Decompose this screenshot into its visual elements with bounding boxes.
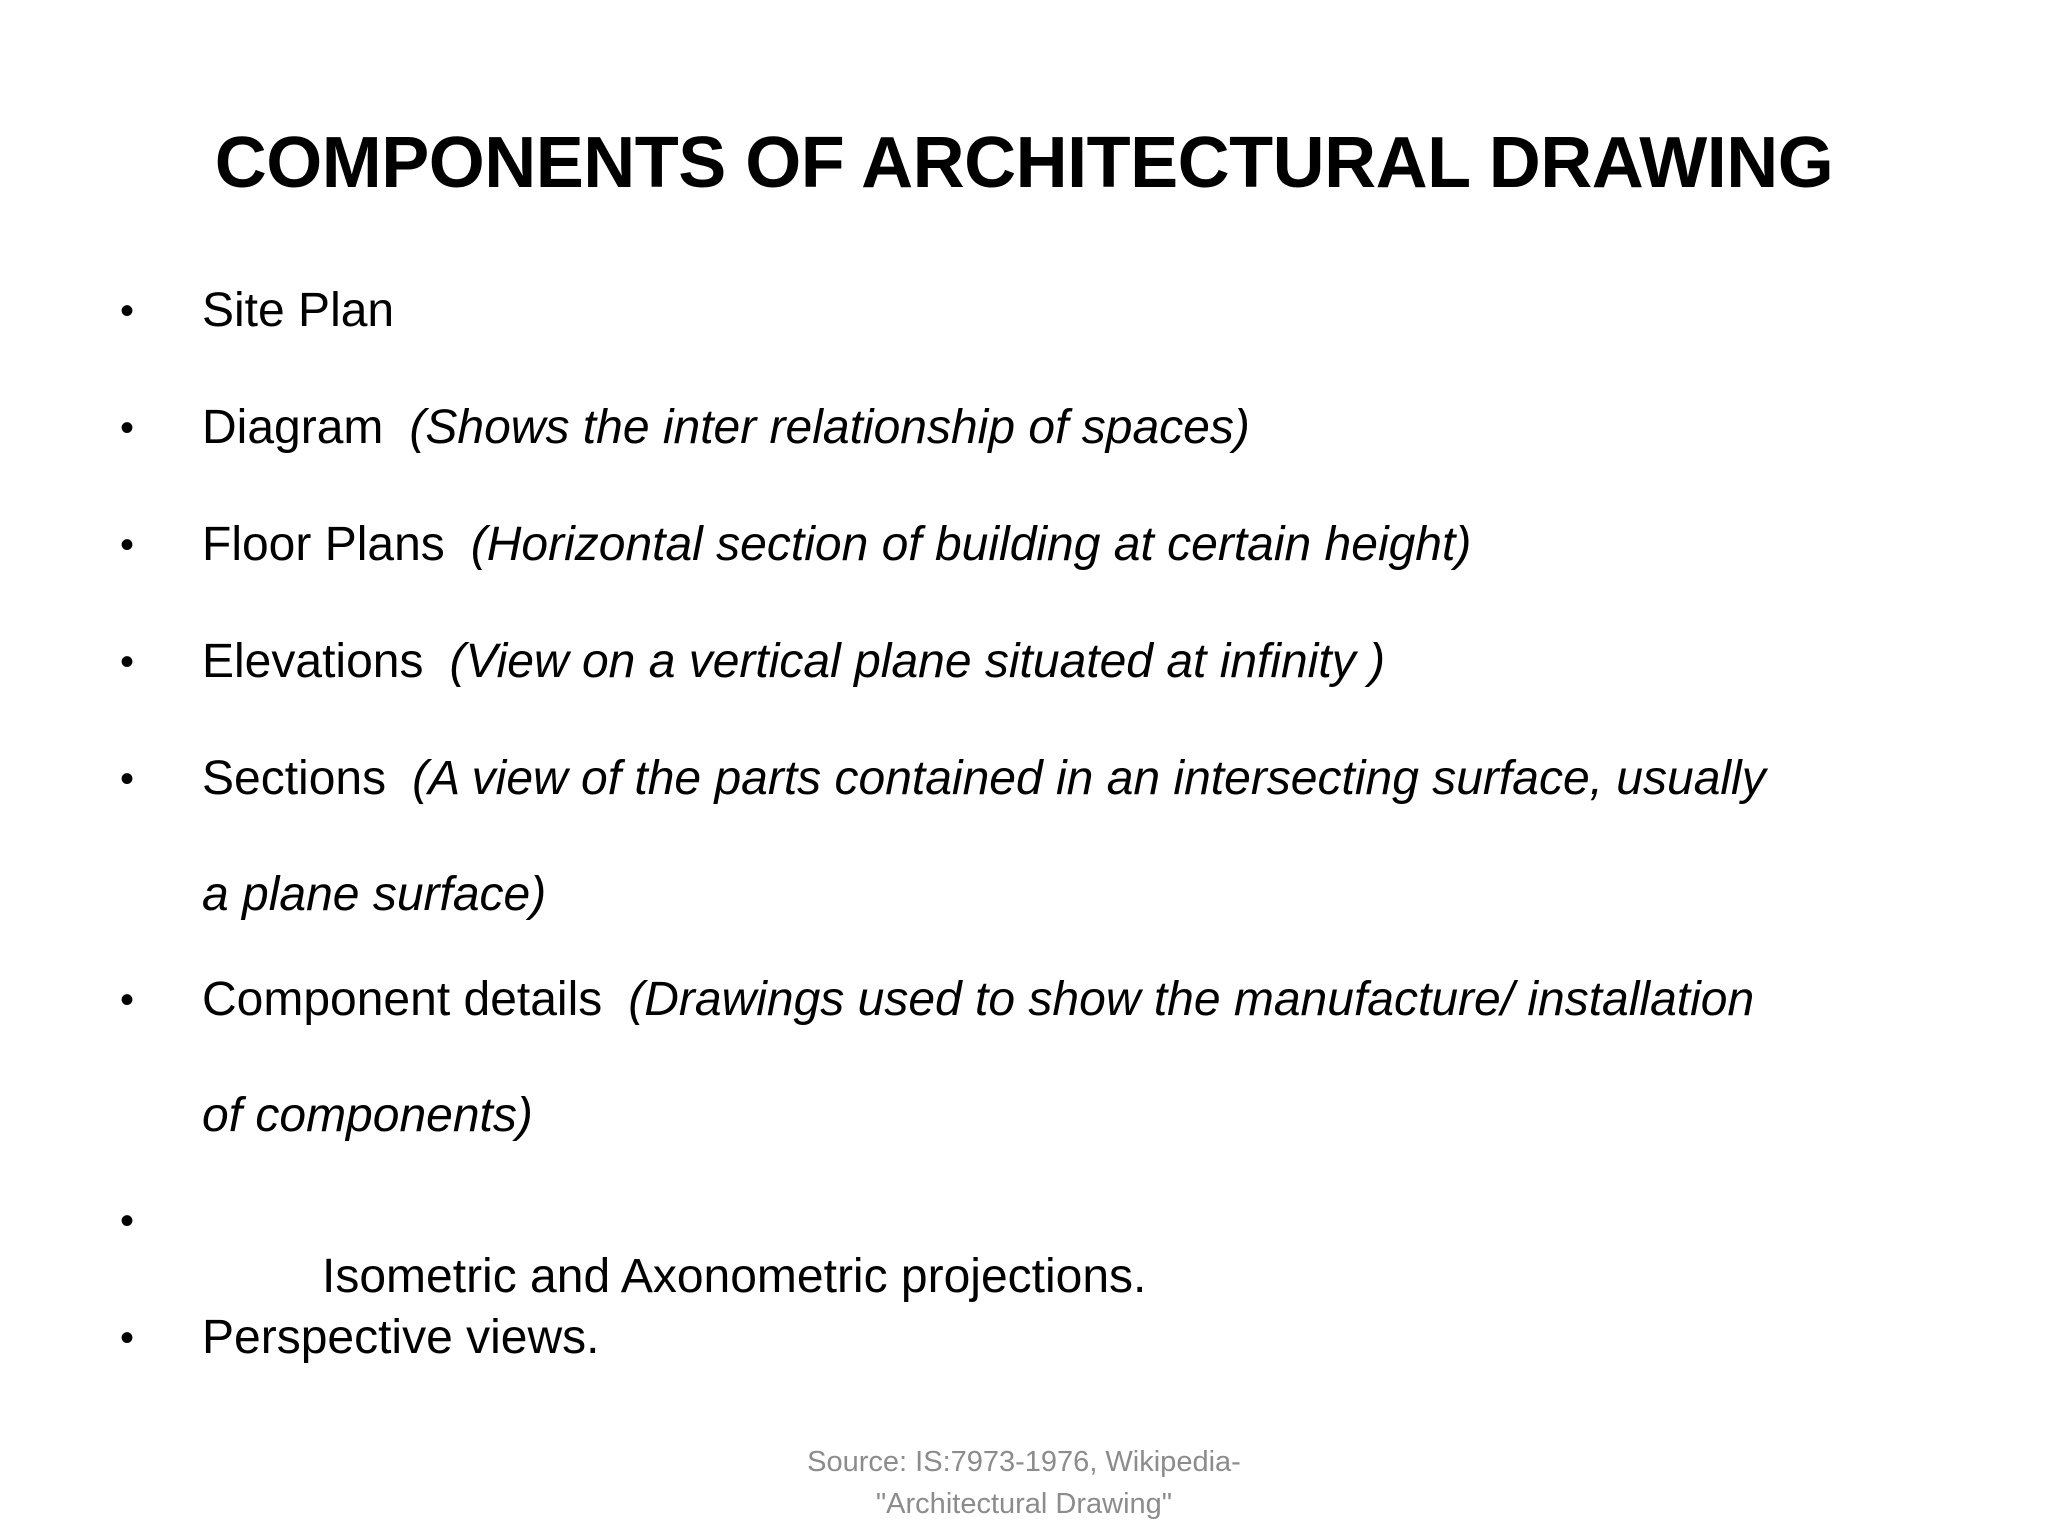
- source-citation-line-2: "Architectural Drawing": [875, 1488, 1173, 1520]
- bullet-icon: •: [120, 523, 135, 567]
- item-description: (Shows the inter relationship of spaces): [409, 401, 1250, 454]
- bullet-icon: •: [120, 978, 135, 1022]
- item-description: (Drawings used to show the manufacture/ installation: [628, 973, 1755, 1026]
- item-description-continued: a plane surface): [202, 868, 547, 921]
- bullet-icon: •: [120, 289, 135, 333]
- bullet-icon: •: [120, 1199, 135, 1243]
- item-description-continued: of components): [202, 1089, 533, 1142]
- item-label: Sections: [202, 752, 387, 805]
- item-description: (View on a vertical plane situated at infinity ): [449, 635, 1386, 688]
- bullet-icon: •: [120, 406, 135, 450]
- item-label: Isometric and Axonometric projections.: [308, 1250, 1147, 1303]
- item-label: Elevations: [202, 635, 424, 688]
- bullet-icon: •: [120, 1316, 135, 1360]
- item-label: Perspective views.: [202, 1311, 600, 1364]
- item-description: (Horizontal section of building at certain height): [470, 518, 1472, 571]
- bullet-icon: •: [120, 640, 135, 684]
- source-citation-line-1: Source: IS:7973-1976, Wikipedia-: [807, 1446, 1241, 1478]
- slide-title: COMPONENTS OF ARCHITECTURAL DRAWING: [214, 123, 1834, 203]
- bullet-icon: •: [120, 757, 135, 801]
- item-description: (A view of the parts contained in an intersecting surface, usually: [412, 752, 1766, 805]
- item-label: Floor Plans: [202, 518, 445, 571]
- item-label: Diagram: [202, 401, 384, 454]
- item-label: Site Plan: [202, 284, 395, 337]
- item-label: Component details: [202, 973, 603, 1026]
